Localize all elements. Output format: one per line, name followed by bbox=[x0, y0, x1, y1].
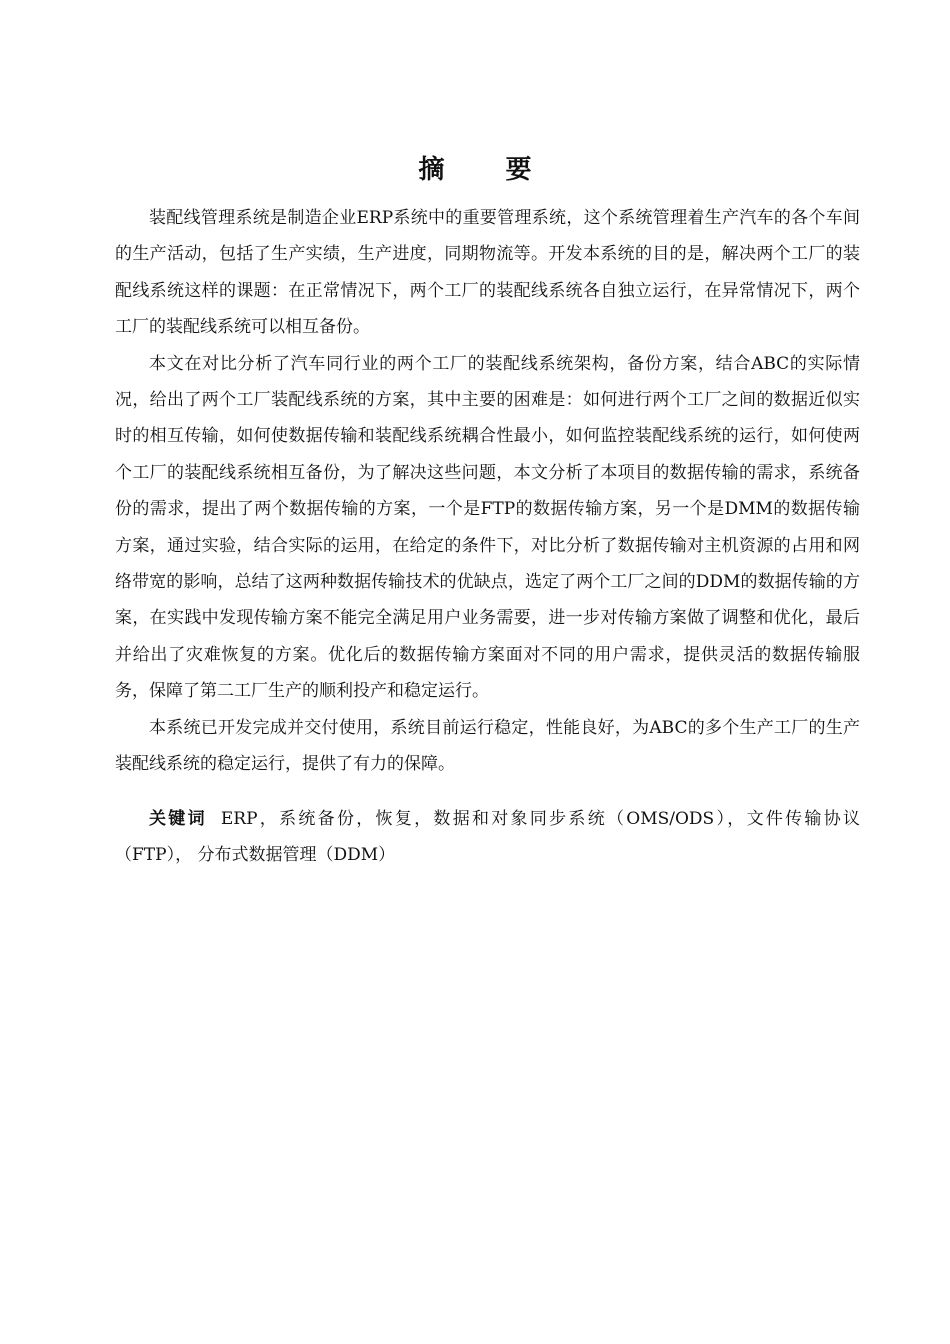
keywords-label: 关键词 bbox=[149, 808, 207, 829]
abstract-paragraph-3: 本系统已开发完成并交付使用，系统目前运行稳定，性能良好，为ABC的多个生产工厂的生产装配线系统的稳定运行，提供了有力的保障。 bbox=[115, 717, 860, 775]
abstract-title: 摘 要 bbox=[418, 155, 558, 185]
abstract-body bbox=[115, 200, 860, 873]
keywords-text: ERP，系统备份，恢复，数据和对象同步系统（OMS/ODS），文件传输协议（FTP）， 分布式数据管理（DDM） bbox=[115, 808, 861, 865]
abstract-paragraph-2: 本文在对比分析了汽车同行业的两个工厂的装配线系统架构，备份方案，结合ABC的实际情况，给出了两个工厂装配线系统的方案，其中主要的困难是：如何进行两个工厂之间的数据近似实时的相互传输，如何使数据传输和装配线系统耦合性最小，如何监控装配线系统的运行，如何使两个工厂的装配线系统相互备份，为了解决这些问题，本文分析了本项目的数据传输的需求，系统备份的需求，提出了两个数据传输的方案，一个是FTP的数据传输方案，另一个是DMM的数据传输方案，通过实验，结合实际的运用，在给定的条件下，对比分析了数据传输对主机资源的占用和网络带宽的影响，总结了这两种数据传输技术的优缺点，选定了两个工厂之间的DDM的数据传输的方案，在实践中发现传输方案不能完全满足用户业务需要，进一步对传输方案做了调整和优化，最后并给出了灾难恢复的方案。优化后的数据传输方案面对不同的用户需求，提供灵活的数据传输服务，保障了第二工厂生产的顺利投产和稳定运行。 bbox=[115, 353, 860, 702]
keywords-paragraph bbox=[115, 801, 860, 874]
abstract-paragraph-1: 装配线管理系统是制造企业ERP系统中的重要管理系统，这个系统管理着生产汽车的各个车间的生产活动，包括了生产实绩，生产进度，同期物流等。开发本系统的目的是，解决两个工厂的装配线系统这样的课题：在正常情况下，两个工厂的装配线系统各自独立运行，在异常情况下，两个工厂的装配线系统可以相互备份。 bbox=[115, 208, 860, 338]
